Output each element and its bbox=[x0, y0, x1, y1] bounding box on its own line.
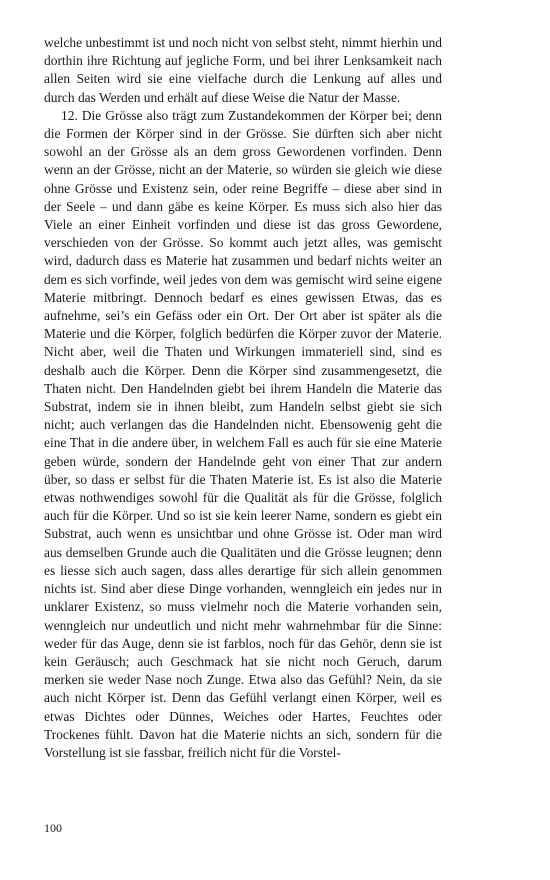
page-number: 100 bbox=[44, 821, 62, 835]
paragraph-continuation: welche unbestimmt ist und noch nicht von selbst steht, nimmt hierhin und dorthin ihre Richtung auf jegliche Form, und bei ihrer Lenksamkeit nach allen Seiten wird sie eine vielfache durch die Lenkung auf alles und durch das Werden und erhält auf diese Weise die Natur der Masse. bbox=[44, 35, 442, 105]
paragraph-section-12: 12. Die Grösse also trägt zum Zustandekommen der Körper bei; denn die Formen der Körper sind in der Grösse. Sie dürften sich aber nicht sowohl an der Grösse als an dem gross Gewordenen vorfinden. Denn wenn an der Grösse, nicht an der Materie, so würden sie gleich wie diese ohne Grösse und Existenz sein, oder reine Begriffe – diese aber sind in der Seele – und dann gäbe es keine Körper. Es muss sich also hier das Viele an einer Einheit vorfinden und diese ist das gross Gewordene, verschieden von der Grösse. So kommt auch jetzt alles, was gemischt wird, dadurch dass es Materie hat zusammen und bedarf nichts weiter an dem es sich vorfinde, weil jedes von dem was gemischt wird seine eigene Materie mitbringt. Dennoch bedarf es eines gewissen Etwas, das es aufnehme, sei’s ein Gefäss oder ein Ort. Der Ort aber ist später als die Materie und die Körper, folglich bedürfen die Körper zuvor der Materie. Nicht aber, weil die Thaten und Wirkungen immateriell sind, sind es deshalb auch die Körper. Denn die Körper sind zusammengesetzt, die Thaten nicht. Den Handelnden giebt bei ihrem Handeln die Materie das Substrat, indem sie in ihnen bleibt, zum Handeln selbst giebt sie sich nicht; auch verlangen das die Handelnden nicht. Ebensowenig geht die eine That in die andere über, in welchem Fall es auch für sie eine Materie geben würde, sondern der Handelnde geht von einer That zur andern über, so dass er selbst für die Thaten Materie ist. Es ist also die Materie etwas nothwendiges sowohl für die Qualität als für die Grösse, folglich auch für die Körper. Und so ist sie kein leerer Name, sondern es giebt ein Substrat, auch wenn es unsichtbar und ohne Grösse ist. Oder man wird aus demselben Grunde auch die Qualitäten und die Grösse leugnen; denn es liesse sich auch sagen, dass alles derartige für sich allein genommen nichts ist. Sind aber diese Dinge vorhanden, wenngleich ein jedes nur in unklarer Existenz, so muss vielmehr noch die Materie vorhanden sein, wenngleich nur undeutlich und nicht mehr wahrnehmbar für die Sinne: weder für das Auge, denn sie ist farblos, noch für das Gehör, denn sie ist kein Geräusch; auch Geschmack hat sie nicht noch Geruch, darum merken sie weder Nase noch Zunge. Etwa also das Gefühl? Nein, da sie auch nicht Körper ist. Denn das Gefühl verlangt einen Körper, weil es etwas Dichtes oder Dünnes, Weiches oder Hartes, Feuchtes oder Trockenes fühlt. Davon hat die Materie nichts an sich, sondern für die Vorstellung ist sie fassbar, freilich nicht für die Vorstel- bbox=[44, 107, 442, 760]
page-body bbox=[44, 34, 442, 762]
